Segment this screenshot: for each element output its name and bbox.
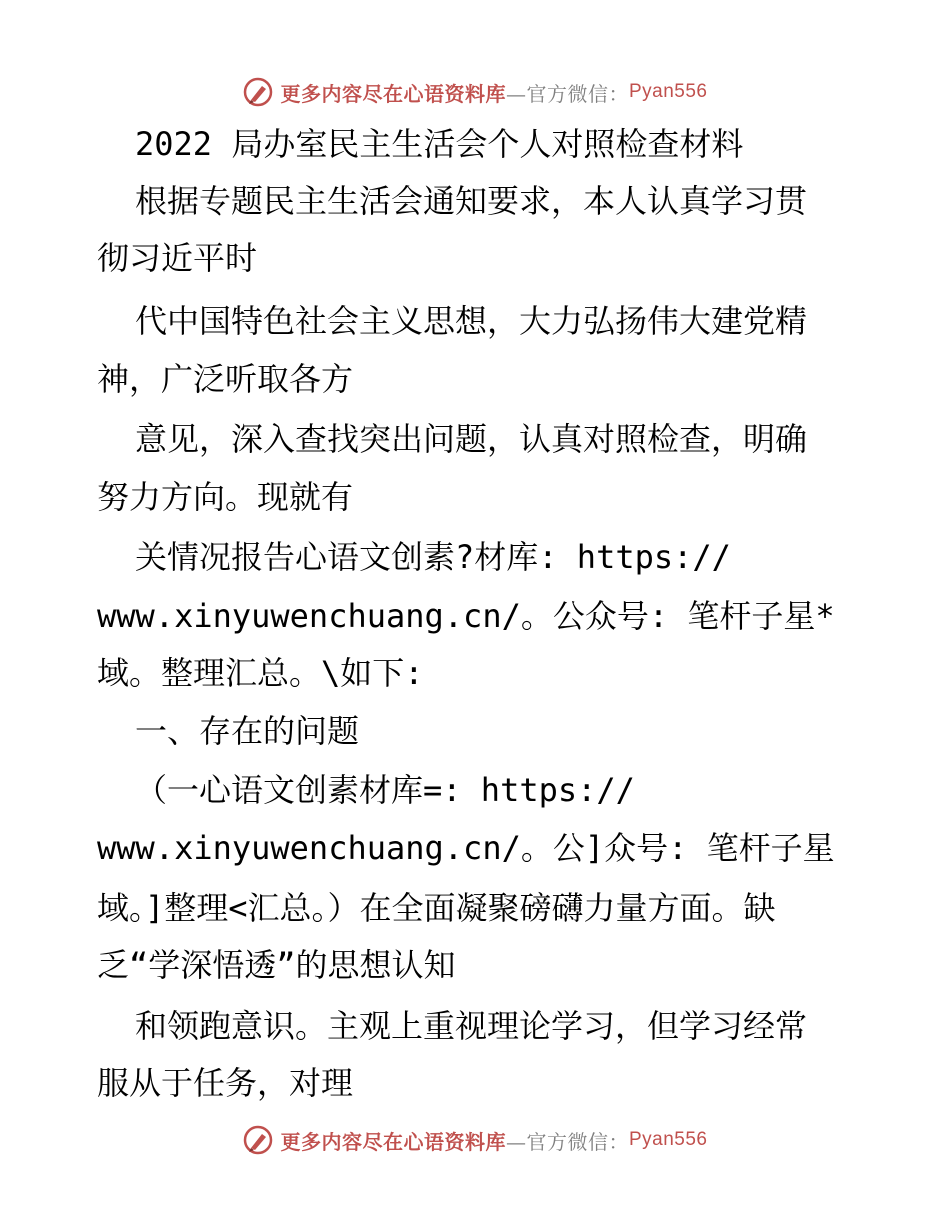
banner-text-library: 更多内容尽在心语资料库 <box>280 81 506 106</box>
banner-text-library: 更多内容尽在心语资料库 <box>280 1129 506 1154</box>
paragraph-line: 乏“学深悟透”的思想认知 <box>97 946 456 984</box>
banner-text-wechat-id: Pyan556 <box>628 81 708 102</box>
section-heading: 一、存在的问题 <box>135 712 360 750</box>
paragraph-line: 域。整理汇总。\如下: <box>97 654 424 692</box>
paragraph-line: 服从于任务，对理 <box>97 1064 354 1102</box>
paragraph-line: 关情况报告心语文创素?材库: https:// <box>135 538 731 576</box>
paragraph-line: www.xinyuwenchuang.cn/。公]众号: 笔杆子星 <box>97 829 835 867</box>
paragraph-line: 和领跑意识。主观上重视理论学习，但学习经常 <box>135 1007 808 1045</box>
header-banner <box>0 72 950 112</box>
paragraph-line: （一心语文创素材库=: https:// <box>135 771 635 809</box>
pen-nib-logo-icon <box>242 76 274 108</box>
banner-text-wechat-label: —官方微信： <box>505 81 629 106</box>
pen-nib-logo-icon <box>242 1124 274 1156</box>
paragraph-line: 根据专题民主生活会通知要求，本人认真学习贯 <box>135 182 808 220</box>
document-title: 2022 局办室民主生活会个人对照检查材料 <box>135 125 744 163</box>
banner-text-wechat-label: —官方微信： <box>505 1129 629 1154</box>
paragraph-line: 意见，深入查找突出问题，认真对照检查，明确 <box>135 420 808 458</box>
paragraph-line: www.xinyuwenchuang.cn/。公众号: 笔杆子星* <box>97 597 835 635</box>
paragraph-line: 域。]整理<汇总。）在全面凝聚磅礴力量方面。缺 <box>97 889 776 927</box>
paragraph-line: 神，广泛听取各方 <box>97 360 354 398</box>
paragraph-line: 努力方向。现就有 <box>97 478 354 516</box>
paragraph-line: 代中国特色社会主义思想，大力弘扬伟大建党精 <box>135 302 808 340</box>
footer-banner <box>0 1120 950 1160</box>
paragraph-line: 彻习近平时 <box>97 239 258 277</box>
banner-text-wechat-id: Pyan556 <box>628 1129 708 1150</box>
